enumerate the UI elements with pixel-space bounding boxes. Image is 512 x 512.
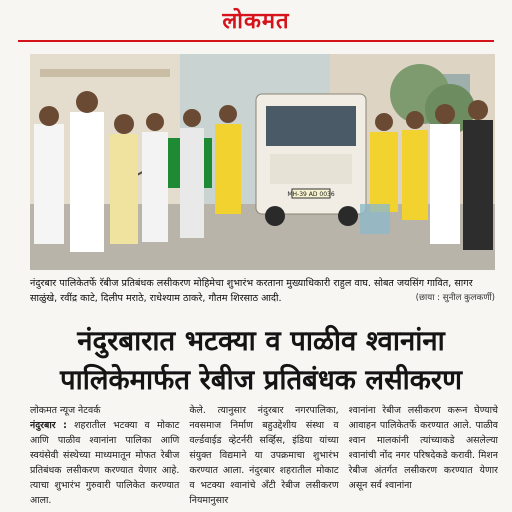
- article-column-1: [30, 403, 179, 512]
- masthead-divider: [18, 40, 494, 42]
- column-3-text: श्वानांना रेबीज लसीकरण करून घेण्याचे आवाहन पालिकेतर्फे करण्यात आले. पाळीव श्वान मालकांनी त्यांच्याकडे असलेल्या श्वानांची नोंद नगर परिषदेकडे करावी. मिशन रेबीज अंतर्गत लसीकरण करण्यात येणार असून सर्व श्वानांना: [348, 405, 498, 491]
- column-1-text: शहरातील भटक्या व मोकाट आणि पाळीव श्वानांना पालिका आणि स्वयंसेवी संस्थेच्या माध्यमातून मोफत रेबीज प्रतिबंधक लसीकरण करण्यात येणार आहे. त्याचा शुभारंभ गुरुवारी पालिकेत करण्यात आला.: [30, 420, 180, 506]
- photo-credit: (छाया : सुनील कुलकर्णी): [415, 293, 495, 303]
- vaccination-vehicle: [256, 94, 366, 226]
- photo-caption: [30, 276, 495, 306]
- byline: लोकमत न्यूज नेटवर्क: [30, 405, 101, 416]
- headline: [26, 322, 496, 400]
- article-column-2: [189, 403, 338, 512]
- vehicle-plate: MH-39 AD 0036: [287, 191, 335, 198]
- caption-text: नंदुरबार पालिकेतर्फे रॅबीज प्रतिबंधक लसीकरण मोहिमेचा शुभारंभ करताना मुख्याधिकारी राहुल वाघ. सोबत जयसिंग गावित, सागर साळुंखे, रवींद्र काटे, दिलीप मराठे, राधेश्याम ठाकरे, गौतम शिरसाठ आदी.: [30, 278, 473, 304]
- article-column-3: [349, 403, 498, 512]
- news-photo: [30, 54, 495, 270]
- newspaper-logo: लोकमत: [222, 8, 290, 34]
- column-2-text: केले. त्यानुसार नंदुरबार नगरपालिका, नवसमाज निर्माण बहुउद्देशीय संस्था व वर्ल्डवाईड व्हेटर्नरी सर्व्हिस, इंडिया यांच्या संयुक्त विद्यमाने या उपक्रमाचा शुभारंभ करण्यात आला. नंदुरबार शहरातील मोकाट व भटक्या श्वानांचे अँटी रेबीज लसीकरण नियमानुसार: [189, 405, 339, 506]
- headline-line-1: नंदुरबारात भटक्या व पाळीव श्वानांना: [77, 325, 445, 357]
- news-photo-illustration: [30, 54, 495, 270]
- masthead: [0, 0, 512, 40]
- article-body: [30, 403, 498, 512]
- dateline: नंदुरबार :: [30, 420, 67, 431]
- headline-line-2: पालिकेमार्फत रेबीज प्रतिबंधक लसीकरण: [59, 364, 463, 396]
